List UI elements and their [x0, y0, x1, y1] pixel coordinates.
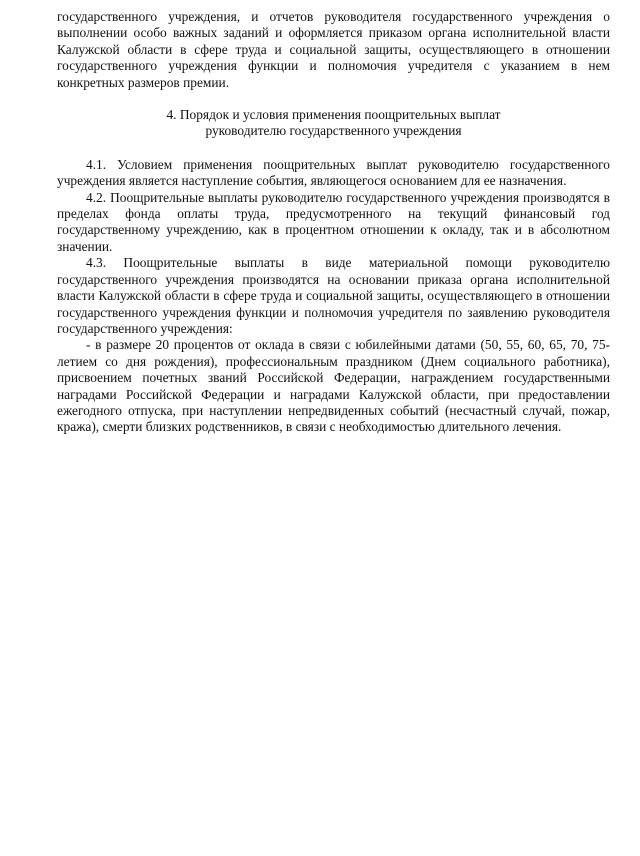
clause-4-2: 4.2. Поощрительные выплаты руководителю государственного учреждения производятся в пределах фонда оплаты труда, предусмотренного на текущий финансовый год государственному учреждению, как в процентном отношении к окладу, так и в абсолютном значении.: [57, 189, 610, 254]
section-heading-line-1: 4. Порядок и условия применения поощрительных выплат: [166, 107, 501, 123]
document-page: [57, 9, 610, 436]
clause-4-3: 4.3. Поощрительные выплаты в виде материальной помощи руководителю государственного учреждения производятся на основании приказа органа исполнительной власти Калужской области в сфере труда и социальной защиты, осуществляющего в отношении государственного учреждения функции и полномочия учредителя по заявлению руководителя государственного учреждения:: [57, 255, 610, 336]
intro-paragraph: государственного учреждения, и отчетов руководителя государственного учреждения о выполнении особо важных заданий и оформляется приказом органа исполнительной власти Калужской области в сфере труда и социальной защиты, осуществляющего в отношении государственного учреждения функции и полномочия учредителя с указанием в нем конкретных размеров премии.: [57, 9, 610, 90]
clause-4-1: 4.1. Условием применения поощрительных выплат руководителю государственного учреждения является наступление события, являющегося основанием для ее назначения.: [57, 156, 610, 189]
bullet-item: - в размере 20 процентов от оклада в связи с юбилейными датами (50, 55, 60, 65, 70, 75-летием со дня рождения), профессиональным праздником (Днем социального работника), присвоением почетных званий Российской Федерации, награждением государственными наградами Российской Федерации и наградами Калужской области, при предоставлении ежегодного отпуска, при наступлении непредвиденных событий (несчастный случай, пожар, кража), смерти близких родственников, в связи с необходимостью длительного лечения.: [57, 337, 610, 435]
section-heading-line-2: руководителю государственного учреждения: [205, 123, 462, 139]
section-heading: [57, 107, 610, 140]
